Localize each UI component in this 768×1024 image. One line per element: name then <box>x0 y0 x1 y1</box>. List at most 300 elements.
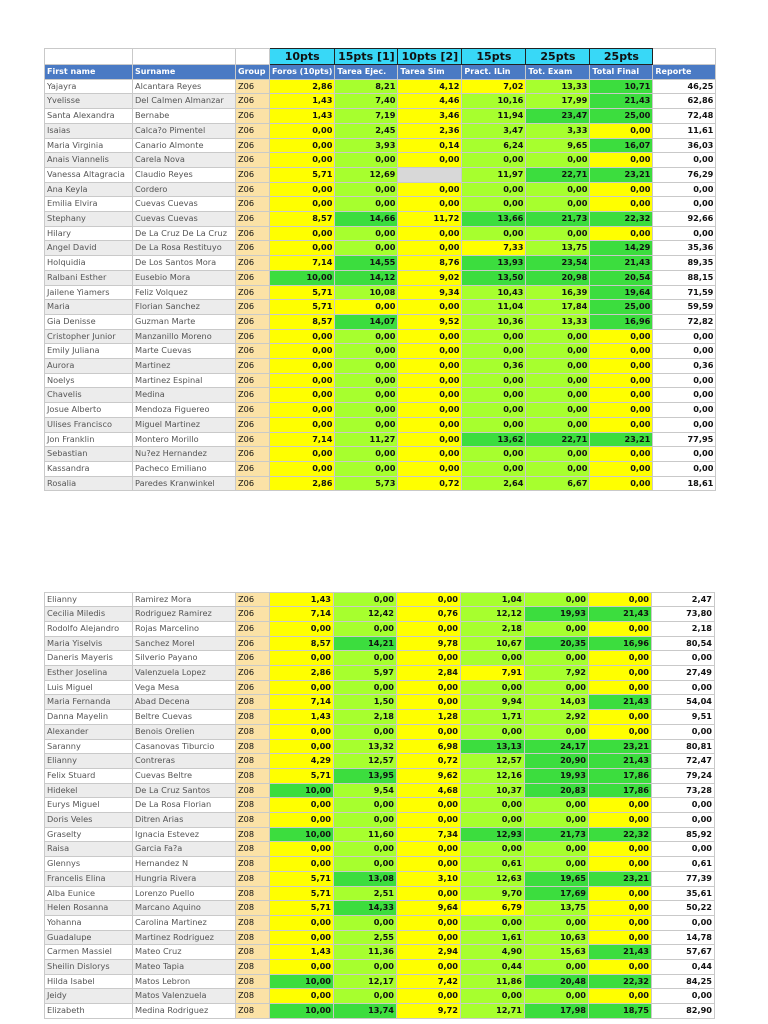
score-cell[interactable]: 14,29 <box>590 241 653 256</box>
reporte-cell[interactable]: 73,28 <box>652 783 715 798</box>
column-header[interactable]: Tarea Ejec. <box>335 65 398 80</box>
score-cell[interactable]: 1,50 <box>334 695 397 710</box>
surname-cell[interactable]: Del Calmen Almanzar <box>133 94 236 109</box>
reporte-cell[interactable]: 0,00 <box>653 417 716 432</box>
group-cell[interactable]: Z08 <box>236 945 270 960</box>
score-cell[interactable]: 9,94 <box>461 695 525 710</box>
surname-cell[interactable]: Cuevas Beltre <box>133 768 236 783</box>
group-cell[interactable]: Z06 <box>236 270 270 285</box>
score-cell[interactable]: 0,00 <box>462 344 526 359</box>
score-cell[interactable]: 0,00 <box>525 960 589 975</box>
score-cell[interactable]: 8,57 <box>270 314 335 329</box>
score-cell[interactable]: 0,00 <box>589 915 652 930</box>
reporte-cell[interactable]: 79,24 <box>652 768 715 783</box>
surname-cell[interactable]: De La Rosa Restituyo <box>133 241 236 256</box>
group-cell[interactable]: Z06 <box>236 256 270 271</box>
score-cell[interactable]: 0,36 <box>462 359 526 374</box>
surname-cell[interactable]: Florian Sanchez <box>133 300 236 315</box>
group-cell[interactable]: Z06 <box>236 226 270 241</box>
reporte-cell[interactable]: 14,78 <box>652 930 715 945</box>
first-name-cell[interactable]: Rosalia <box>45 476 133 491</box>
score-cell[interactable]: 12,69 <box>335 167 398 182</box>
score-cell[interactable]: 0,00 <box>270 373 335 388</box>
group-cell[interactable]: Z08 <box>236 930 270 945</box>
blank-cell[interactable] <box>236 49 270 65</box>
reporte-cell[interactable]: 59,59 <box>653 300 716 315</box>
score-cell[interactable]: 0,00 <box>397 930 461 945</box>
score-cell[interactable]: 0,00 <box>270 651 334 666</box>
score-cell[interactable]: 1,71 <box>461 710 525 725</box>
score-cell[interactable]: 0,00 <box>590 197 653 212</box>
first-name-cell[interactable]: Rodolfo Alejandro <box>45 621 133 636</box>
score-cell[interactable]: 0,00 <box>335 403 398 418</box>
reporte-cell[interactable]: 77,39 <box>652 871 715 886</box>
score-cell[interactable]: 0,72 <box>398 476 462 491</box>
first-name-cell[interactable]: Sebastian <box>45 447 133 462</box>
score-cell[interactable]: 0,44 <box>461 960 525 975</box>
reporte-cell[interactable]: 0,00 <box>652 989 715 1004</box>
score-cell[interactable]: 20,54 <box>590 270 653 285</box>
reporte-cell[interactable]: 80,54 <box>652 636 715 651</box>
first-name-cell[interactable]: Holquidia <box>45 256 133 271</box>
group-cell[interactable]: Z06 <box>236 373 270 388</box>
score-cell[interactable]: 0,00 <box>589 930 652 945</box>
score-cell[interactable]: 13,74 <box>334 1004 397 1019</box>
group-cell[interactable]: Z08 <box>236 842 270 857</box>
group-cell[interactable]: Z08 <box>236 798 270 813</box>
score-cell[interactable]: 2,18 <box>461 621 525 636</box>
score-cell[interactable]: 20,83 <box>525 783 589 798</box>
score-cell[interactable]: 0,00 <box>462 226 526 241</box>
surname-cell[interactable]: Medina Rodriguez <box>133 1004 236 1019</box>
score-cell[interactable]: 12,17 <box>334 974 397 989</box>
reporte-cell[interactable]: 35,36 <box>653 241 716 256</box>
score-cell[interactable]: 12,93 <box>461 827 525 842</box>
score-cell[interactable]: 21,73 <box>526 212 590 227</box>
surname-cell[interactable]: Beltre Cuevas <box>133 710 236 725</box>
score-cell[interactable]: 7,14 <box>270 695 334 710</box>
score-cell[interactable]: 0,00 <box>525 724 589 739</box>
column-header[interactable]: Reporte <box>653 65 716 80</box>
first-name-cell[interactable]: Elianny <box>45 754 133 769</box>
column-header[interactable]: Tarea Sim <box>398 65 462 80</box>
group-cell[interactable]: Z06 <box>236 212 270 227</box>
score-cell[interactable]: 11,04 <box>462 300 526 315</box>
score-cell[interactable]: 0,00 <box>335 300 398 315</box>
score-cell[interactable]: 0,00 <box>589 724 652 739</box>
score-cell[interactable]: 9,62 <box>397 768 461 783</box>
score-cell[interactable]: 0,00 <box>462 329 526 344</box>
first-name-cell[interactable]: Emily Juliana <box>45 344 133 359</box>
surname-cell[interactable]: De Los Santos Mora <box>133 256 236 271</box>
reporte-cell[interactable]: 0,44 <box>652 960 715 975</box>
score-cell[interactable]: 12,57 <box>461 754 525 769</box>
score-cell[interactable]: 0,00 <box>462 197 526 212</box>
score-cell[interactable]: 0,76 <box>397 607 461 622</box>
first-name-cell[interactable]: Kassandra <box>45 461 133 476</box>
score-cell[interactable]: 11,27 <box>335 432 398 447</box>
score-cell[interactable]: 23,21 <box>590 167 653 182</box>
score-cell[interactable]: 0,00 <box>589 857 652 872</box>
first-name-cell[interactable]: Graselty <box>45 827 133 842</box>
score-cell[interactable]: 7,42 <box>397 974 461 989</box>
score-cell[interactable]: 14,21 <box>334 636 397 651</box>
score-cell[interactable]: 5,71 <box>270 285 335 300</box>
score-cell[interactable]: 0,00 <box>335 226 398 241</box>
score-cell[interactable]: 22,71 <box>526 167 590 182</box>
reporte-cell[interactable]: 0,00 <box>652 680 715 695</box>
score-cell[interactable]: 13,66 <box>462 212 526 227</box>
score-cell[interactable]: 0,00 <box>589 886 652 901</box>
score-cell[interactable]: 13,33 <box>526 79 590 94</box>
group-cell[interactable]: Z06 <box>236 241 270 256</box>
score-cell[interactable]: 0,00 <box>270 813 334 828</box>
surname-cell[interactable]: Garcia Fa?a <box>133 842 236 857</box>
score-cell[interactable]: 7,02 <box>462 79 526 94</box>
score-cell[interactable]: 0,00 <box>461 813 525 828</box>
group-cell[interactable]: Z06 <box>236 417 270 432</box>
reporte-cell[interactable]: 2,47 <box>652 592 715 607</box>
group-cell[interactable]: Z06 <box>236 447 270 462</box>
score-cell[interactable]: 11,36 <box>334 945 397 960</box>
score-cell[interactable]: 23,21 <box>589 739 652 754</box>
group-cell[interactable]: Z06 <box>236 403 270 418</box>
score-cell[interactable]: 13,75 <box>526 241 590 256</box>
first-name-cell[interactable]: Yohanna <box>45 915 133 930</box>
score-cell[interactable]: 2,55 <box>334 930 397 945</box>
column-header[interactable]: Pract. ILin <box>462 65 526 80</box>
score-cell[interactable]: 0,00 <box>270 621 334 636</box>
score-cell[interactable]: 0,00 <box>335 153 398 168</box>
score-cell[interactable]: 13,93 <box>462 256 526 271</box>
score-cell[interactable]: 0,00 <box>525 621 589 636</box>
score-cell[interactable]: 0,00 <box>335 388 398 403</box>
score-cell[interactable]: 10,36 <box>462 314 526 329</box>
surname-cell[interactable]: Cuevas Cuevas <box>133 197 236 212</box>
group-cell[interactable]: Z08 <box>236 871 270 886</box>
score-cell[interactable]: 0,00 <box>590 153 653 168</box>
group-cell[interactable]: Z06 <box>236 344 270 359</box>
score-cell[interactable]: 2,86 <box>270 79 335 94</box>
score-cell[interactable]: 7,14 <box>270 432 335 447</box>
group-cell[interactable]: Z06 <box>236 285 270 300</box>
score-cell[interactable]: 0,00 <box>270 842 334 857</box>
surname-cell[interactable]: Mateo Cruz <box>133 945 236 960</box>
score-cell[interactable]: 16,07 <box>590 138 653 153</box>
group-cell[interactable]: Z06 <box>236 476 270 491</box>
surname-cell[interactable]: Ditren Arias <box>133 813 236 828</box>
score-cell[interactable]: 3,93 <box>335 138 398 153</box>
first-name-cell[interactable]: Maria Fernanda <box>45 695 133 710</box>
score-cell[interactable]: 0,00 <box>397 960 461 975</box>
score-cell[interactable]: 0,00 <box>398 373 462 388</box>
score-cell[interactable]: 0,00 <box>526 329 590 344</box>
score-cell[interactable]: 7,91 <box>461 666 525 681</box>
score-cell[interactable]: 0,00 <box>270 989 334 1004</box>
score-cell[interactable]: 0,00 <box>397 857 461 872</box>
score-cell[interactable]: 10,00 <box>270 783 334 798</box>
score-cell[interactable]: 5,71 <box>270 871 334 886</box>
surname-cell[interactable]: Canario Almonte <box>133 138 236 153</box>
surname-cell[interactable]: Paredes Kranwinkel <box>133 476 236 491</box>
score-cell[interactable]: 18,75 <box>589 1004 652 1019</box>
surname-cell[interactable]: Bernabe <box>133 109 236 124</box>
group-cell[interactable]: Z06 <box>236 329 270 344</box>
score-cell[interactable]: 21,73 <box>525 827 589 842</box>
score-cell[interactable]: 12,63 <box>461 871 525 886</box>
reporte-cell[interactable]: 71,59 <box>653 285 716 300</box>
score-cell[interactable]: 0,00 <box>462 403 526 418</box>
score-cell[interactable]: 25,00 <box>590 300 653 315</box>
score-cell[interactable]: 0,00 <box>398 197 462 212</box>
score-cell[interactable]: 0,00 <box>526 359 590 374</box>
first-name-cell[interactable]: Isaias <box>45 123 133 138</box>
reporte-cell[interactable]: 0,00 <box>653 153 716 168</box>
reporte-cell[interactable]: 88,15 <box>653 270 716 285</box>
score-cell[interactable]: 3,10 <box>397 871 461 886</box>
reporte-cell[interactable]: 36,03 <box>653 138 716 153</box>
score-cell[interactable]: 0,00 <box>270 680 334 695</box>
group-cell[interactable]: Z06 <box>236 138 270 153</box>
score-cell[interactable]: 0,00 <box>525 915 589 930</box>
group-cell[interactable]: Z06 <box>236 636 270 651</box>
score-cell[interactable]: 10,00 <box>270 1004 334 1019</box>
first-name-cell[interactable]: Elizabeth <box>45 1004 133 1019</box>
column-header[interactable]: Surname <box>133 65 236 80</box>
score-cell[interactable]: 0,00 <box>590 373 653 388</box>
score-cell[interactable]: 19,64 <box>590 285 653 300</box>
surname-cell[interactable]: Pacheco Emiliano <box>133 461 236 476</box>
score-cell[interactable]: 19,65 <box>525 871 589 886</box>
reporte-cell[interactable]: 72,82 <box>653 314 716 329</box>
score-cell[interactable]: 0,00 <box>270 329 335 344</box>
score-cell[interactable]: 1,43 <box>270 710 334 725</box>
score-cell[interactable]: 4,46 <box>398 94 462 109</box>
score-cell[interactable]: 10,43 <box>462 285 526 300</box>
group-cell[interactable]: Z08 <box>236 768 270 783</box>
group-cell[interactable]: Z06 <box>236 359 270 374</box>
first-name-cell[interactable]: Aurora <box>45 359 133 374</box>
column-header[interactable]: Foros (10pts) <box>270 65 335 80</box>
reporte-cell[interactable]: 0,00 <box>653 182 716 197</box>
score-cell[interactable]: 0,00 <box>334 842 397 857</box>
score-cell[interactable]: 16,96 <box>590 314 653 329</box>
group-cell[interactable]: Z08 <box>236 710 270 725</box>
score-cell[interactable]: 0,00 <box>335 197 398 212</box>
reporte-cell[interactable]: 82,90 <box>652 1004 715 1019</box>
group-cell[interactable]: Z06 <box>236 666 270 681</box>
reporte-cell[interactable]: 0,00 <box>652 842 715 857</box>
group-cell[interactable]: Z06 <box>236 388 270 403</box>
first-name-cell[interactable]: Carmen Massiel <box>45 945 133 960</box>
surname-cell[interactable]: Guzman Marte <box>133 314 236 329</box>
score-cell[interactable]: 5,97 <box>334 666 397 681</box>
surname-cell[interactable]: Abad Decena <box>133 695 236 710</box>
score-cell[interactable]: 0,14 <box>398 138 462 153</box>
surname-cell[interactable]: Matos Valenzuela <box>133 989 236 1004</box>
reporte-cell[interactable]: 92,66 <box>653 212 716 227</box>
group-cell[interactable]: Z08 <box>236 783 270 798</box>
score-cell[interactable]: 0,00 <box>270 226 335 241</box>
score-cell[interactable]: 0,00 <box>334 651 397 666</box>
first-name-cell[interactable]: Ana Keyla <box>45 182 133 197</box>
score-cell[interactable]: 21,43 <box>589 695 652 710</box>
first-name-cell[interactable]: Luis Miguel <box>45 680 133 695</box>
reporte-cell[interactable]: 0,00 <box>652 813 715 828</box>
reporte-cell[interactable]: 72,48 <box>653 109 716 124</box>
score-cell[interactable]: 0,00 <box>397 886 461 901</box>
score-cell[interactable]: 11,72 <box>398 212 462 227</box>
group-cell[interactable]: Z06 <box>236 314 270 329</box>
group-cell[interactable]: Z08 <box>236 915 270 930</box>
score-cell[interactable]: 0,00 <box>589 960 652 975</box>
surname-cell[interactable]: Carolina Martinez <box>133 915 236 930</box>
score-cell[interactable]: 10,00 <box>270 827 334 842</box>
group-cell[interactable]: Z06 <box>236 461 270 476</box>
score-cell[interactable]: 19,93 <box>525 768 589 783</box>
score-cell[interactable]: 10,67 <box>461 636 525 651</box>
group-cell[interactable]: Z08 <box>236 857 270 872</box>
score-cell[interactable]: 7,19 <box>335 109 398 124</box>
score-cell[interactable]: 17,84 <box>526 300 590 315</box>
score-cell[interactable]: 22,32 <box>589 827 652 842</box>
score-cell[interactable]: 8,57 <box>270 636 334 651</box>
score-cell[interactable]: 0,00 <box>334 915 397 930</box>
score-cell[interactable]: 0,00 <box>590 403 653 418</box>
first-name-cell[interactable]: Esther Joselina <box>45 666 133 681</box>
score-cell[interactable]: 0,00 <box>270 344 335 359</box>
score-cell[interactable]: 1,28 <box>397 710 461 725</box>
score-cell[interactable]: 14,55 <box>335 256 398 271</box>
score-cell[interactable]: 0,00 <box>335 344 398 359</box>
score-cell[interactable]: 13,95 <box>334 768 397 783</box>
first-name-cell[interactable]: Jon Franklin <box>45 432 133 447</box>
score-cell[interactable]: 0,00 <box>461 680 525 695</box>
score-cell[interactable]: 7,34 <box>397 827 461 842</box>
first-name-cell[interactable]: Hidekel <box>45 783 133 798</box>
reporte-cell[interactable]: 27,49 <box>652 666 715 681</box>
score-cell[interactable]: 17,86 <box>589 783 652 798</box>
reporte-cell[interactable]: 0,00 <box>653 344 716 359</box>
score-cell[interactable]: 14,33 <box>334 901 397 916</box>
score-cell[interactable]: 1,61 <box>461 930 525 945</box>
surname-cell[interactable]: Feliz Volquez <box>133 285 236 300</box>
points-cell[interactable]: 15pts [1] <box>335 49 398 65</box>
first-name-cell[interactable]: Anais Viannelis <box>45 153 133 168</box>
score-cell[interactable]: 0,00 <box>462 461 526 476</box>
score-cell[interactable]: 0,00 <box>397 842 461 857</box>
first-name-cell[interactable]: Doris Veles <box>45 813 133 828</box>
first-name-cell[interactable]: Helen Rosanna <box>45 901 133 916</box>
score-cell[interactable]: 0,00 <box>589 592 652 607</box>
score-cell[interactable]: 5,71 <box>270 768 334 783</box>
surname-cell[interactable]: Hernandez N <box>133 857 236 872</box>
first-name-cell[interactable]: Jeidy <box>45 989 133 1004</box>
score-cell[interactable]: 0,00 <box>525 842 589 857</box>
score-cell[interactable]: 0,00 <box>334 724 397 739</box>
score-cell[interactable]: 2,84 <box>397 666 461 681</box>
score-cell[interactable]: 0,00 <box>525 592 589 607</box>
score-cell[interactable]: 0,00 <box>461 842 525 857</box>
group-cell[interactable]: Z08 <box>236 1004 270 1019</box>
score-cell[interactable]: 17,99 <box>526 94 590 109</box>
group-cell[interactable]: Z08 <box>236 739 270 754</box>
first-name-cell[interactable]: Maria <box>45 300 133 315</box>
first-name-cell[interactable]: Yajayra <box>45 79 133 94</box>
score-cell[interactable]: 0,00 <box>590 461 653 476</box>
surname-cell[interactable]: De La Cruz De La Cruz <box>133 226 236 241</box>
group-cell[interactable]: Z06 <box>236 607 270 622</box>
score-cell[interactable]: 0,00 <box>462 182 526 197</box>
surname-cell[interactable]: Eusebio Mora <box>133 270 236 285</box>
score-cell[interactable]: 0,00 <box>270 739 334 754</box>
score-cell[interactable]: 6,79 <box>461 901 525 916</box>
group-cell[interactable]: Z06 <box>236 167 270 182</box>
score-cell[interactable]: 0,00 <box>461 798 525 813</box>
score-cell[interactable]: 0,00 <box>590 123 653 138</box>
score-cell[interactable]: 0,00 <box>270 417 335 432</box>
score-cell[interactable]: 0,00 <box>270 724 334 739</box>
reporte-cell[interactable]: 73,80 <box>652 607 715 622</box>
score-cell[interactable]: 0,00 <box>589 901 652 916</box>
reporte-cell[interactable]: 0,61 <box>652 857 715 872</box>
group-cell[interactable]: Z06 <box>236 182 270 197</box>
score-cell[interactable]: 0,00 <box>270 138 335 153</box>
score-cell[interactable]: 12,16 <box>461 768 525 783</box>
score-cell[interactable]: 5,71 <box>270 886 334 901</box>
score-cell[interactable]: 13,33 <box>526 314 590 329</box>
surname-cell[interactable]: Mateo Tapia <box>133 960 236 975</box>
score-cell[interactable]: 0,00 <box>335 373 398 388</box>
first-name-cell[interactable]: Jailene Yiamers <box>45 285 133 300</box>
surname-cell[interactable]: Carela Nova <box>133 153 236 168</box>
surname-cell[interactable]: Alcantara Reyes <box>133 79 236 94</box>
score-cell[interactable]: 0,00 <box>270 915 334 930</box>
score-cell[interactable]: 14,03 <box>525 695 589 710</box>
first-name-cell[interactable]: Maria Yiselvis <box>45 636 133 651</box>
score-cell[interactable]: 0,00 <box>270 447 335 462</box>
score-cell[interactable]: 0,00 <box>590 417 653 432</box>
surname-cell[interactable]: Silverio Payano <box>133 651 236 666</box>
surname-cell[interactable]: Ignacia Estevez <box>133 827 236 842</box>
reporte-cell[interactable]: 89,35 <box>653 256 716 271</box>
score-cell[interactable] <box>398 167 462 182</box>
surname-cell[interactable]: Rojas Marcelino <box>133 621 236 636</box>
reporte-cell[interactable]: 0,36 <box>653 359 716 374</box>
group-cell[interactable]: Z06 <box>236 680 270 695</box>
first-name-cell[interactable]: Alba Eunice <box>45 886 133 901</box>
score-cell[interactable]: 0,00 <box>334 989 397 1004</box>
first-name-cell[interactable]: Cristopher Junior <box>45 329 133 344</box>
score-cell[interactable]: 0,00 <box>461 651 525 666</box>
score-cell[interactable]: 0,00 <box>590 476 653 491</box>
group-cell[interactable]: Z06 <box>236 432 270 447</box>
first-name-cell[interactable]: Santa Alexandra <box>45 109 133 124</box>
score-cell[interactable]: 2,86 <box>270 476 335 491</box>
score-cell[interactable]: 4,29 <box>270 754 334 769</box>
score-cell[interactable]: 0,00 <box>526 447 590 462</box>
reporte-cell[interactable]: 84,25 <box>652 974 715 989</box>
reporte-cell[interactable]: 0,00 <box>652 724 715 739</box>
score-cell[interactable]: 0,00 <box>398 182 462 197</box>
column-header[interactable]: Group <box>236 65 270 80</box>
surname-cell[interactable]: Ramirez Mora <box>133 592 236 607</box>
reporte-cell[interactable]: 85,92 <box>652 827 715 842</box>
first-name-cell[interactable]: Angel David <box>45 241 133 256</box>
surname-cell[interactable]: Nu?ez Hernandez <box>133 447 236 462</box>
reporte-cell[interactable]: 0,00 <box>653 373 716 388</box>
score-cell[interactable]: 23,21 <box>590 432 653 447</box>
